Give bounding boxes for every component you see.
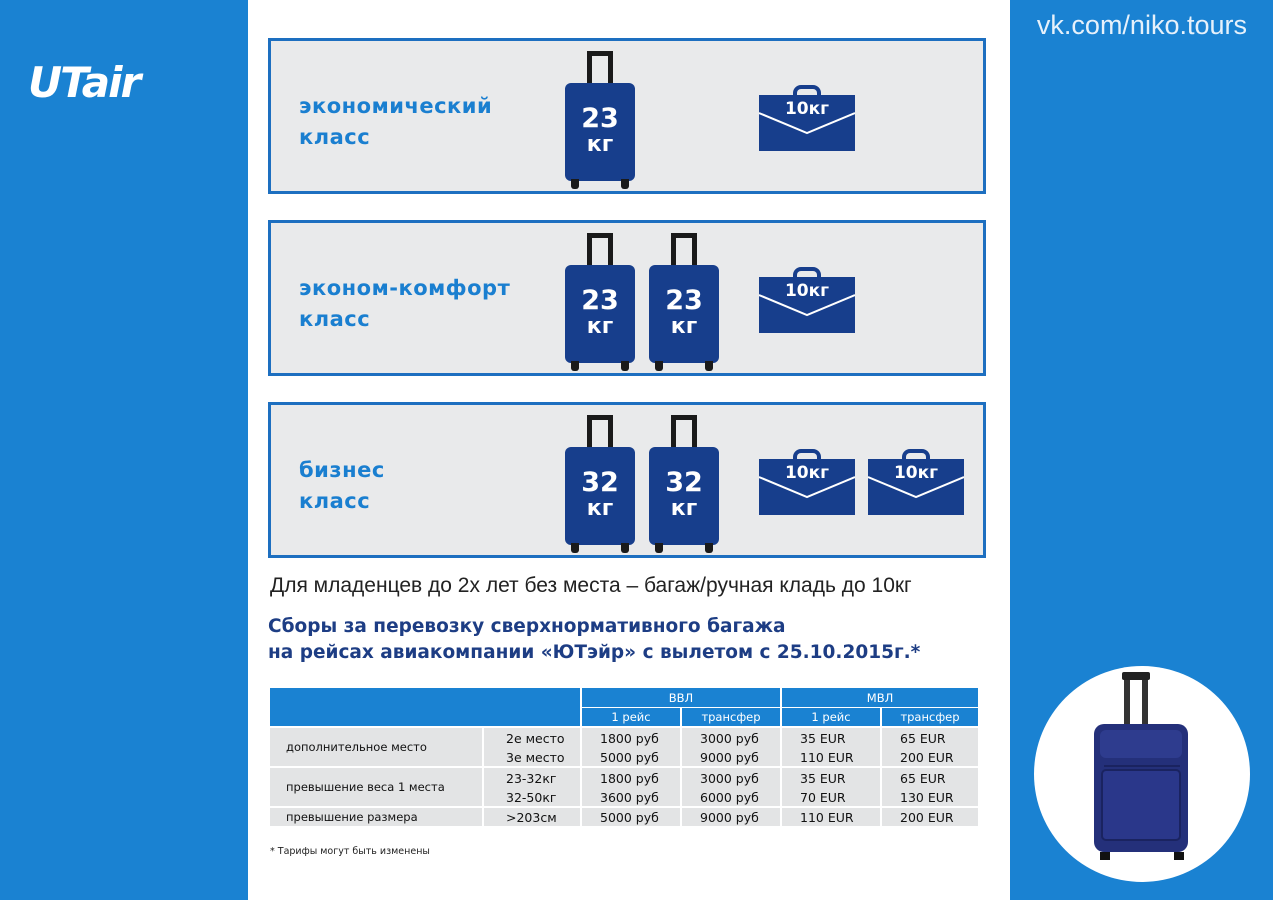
suitcase-icon <box>565 233 635 371</box>
cell-value: 110 EUR <box>782 808 882 828</box>
suitcase-icon <box>565 415 635 553</box>
col-header: трансфер <box>682 708 782 728</box>
briefcase-weight: 10кг <box>784 463 830 483</box>
col-header: трансфер <box>882 708 980 728</box>
trolley-suitcase-icon <box>1034 666 1250 882</box>
cell-value: 200 EUR <box>882 808 980 828</box>
fees-table <box>270 688 980 828</box>
suitcase-unit: кг <box>586 314 614 339</box>
suitcase-weight: 32 <box>665 467 703 498</box>
cell-value: 70 EUR <box>782 788 882 808</box>
suitcase-unit: кг <box>670 496 698 521</box>
cell-value: 35 EUR <box>782 728 882 748</box>
row-sub: 2е место <box>482 728 582 748</box>
suitcase-icon <box>565 51 635 189</box>
cell-value: 9000 руб <box>682 808 782 828</box>
cell-value: 110 EUR <box>782 748 882 768</box>
suitcase-weight: 23 <box>581 103 619 134</box>
cell-value: 3000 руб <box>682 768 782 788</box>
cell-value: 1800 руб <box>582 728 682 748</box>
cell-value: 1800 руб <box>582 768 682 788</box>
row-label: превышение размера <box>270 808 482 828</box>
class-name-line1: эконом-комфорт <box>299 276 511 300</box>
briefcase-weight: 10кг <box>893 463 939 483</box>
class-name-line2: класс <box>299 489 371 513</box>
site-link[interactable]: vk.com/niko.tours <box>1036 10 1247 40</box>
col-header: 1 рейс <box>782 708 882 728</box>
cell-value: 35 EUR <box>782 768 882 788</box>
cell-value: 3000 руб <box>682 728 782 748</box>
class-econom-comfort <box>268 220 986 376</box>
infant-note: Для младенцев до 2х лет без места – багаж/ручная кладь до 10кг <box>270 574 912 597</box>
row-sub: >203см <box>482 808 582 828</box>
group-mvl: МВЛ <box>782 688 980 708</box>
suitcase-unit: кг <box>670 314 698 339</box>
suitcase-unit: кг <box>586 132 614 157</box>
suitcase-weight: 32 <box>581 467 619 498</box>
left-panel <box>0 0 248 900</box>
briefcase-weight: 10кг <box>784 281 830 301</box>
class-name-line1: экономический <box>299 94 493 118</box>
col-header: 1 рейс <box>582 708 682 728</box>
fees-title <box>268 614 920 666</box>
footnote: * Тарифы могут быть изменены <box>270 846 430 857</box>
fees-title-line1: Сборы за перевозку сверхнормативного багажа <box>268 616 786 637</box>
class-name-line2: класс <box>299 125 371 149</box>
row-sub: 23-32кг <box>482 768 582 788</box>
briefcase-icon <box>759 449 855 515</box>
suitcase-weight: 23 <box>581 285 619 316</box>
class-name <box>299 273 510 335</box>
table-header-groups <box>270 688 980 708</box>
cell-value: 130 EUR <box>882 788 980 808</box>
row-sub: 3е место <box>482 748 582 768</box>
class-name <box>299 455 385 517</box>
main-panel <box>248 0 1010 900</box>
group-vvl: ВВЛ <box>582 688 782 708</box>
cell-value: 5000 руб <box>582 808 682 828</box>
cell-value: 65 EUR <box>882 768 980 788</box>
briefcase-icon <box>759 267 855 333</box>
class-name <box>299 91 492 153</box>
cell-value: 9000 руб <box>682 748 782 768</box>
briefcase-icon <box>868 449 964 515</box>
row-sub: 32-50кг <box>482 788 582 808</box>
table-row <box>270 768 980 788</box>
briefcase-weight: 10кг <box>784 99 830 119</box>
table-row <box>270 808 980 828</box>
suitcase-weight: 23 <box>665 285 703 316</box>
utair-logo <box>28 58 198 106</box>
class-name-line2: класс <box>299 307 371 331</box>
fees-title-line2: на рейсах авиакомпании «ЮТэйр» с вылетом с 25.10.2015г.* <box>268 642 921 663</box>
suitcase-unit: кг <box>586 496 614 521</box>
class-business <box>268 402 986 558</box>
logo-text: UTair <box>28 58 140 107</box>
table-row <box>270 728 980 748</box>
cell-value: 3600 руб <box>582 788 682 808</box>
class-economy <box>268 38 986 194</box>
briefcase-icon <box>759 85 855 151</box>
suitcase-icon <box>649 233 719 371</box>
row-label: дополнительное место <box>270 728 482 768</box>
row-label: превышение веса 1 места <box>270 768 482 808</box>
cell-value: 5000 руб <box>582 748 682 768</box>
class-name-line1: бизнес <box>299 458 385 482</box>
suitcase-photo <box>1034 666 1250 882</box>
cell-value: 65 EUR <box>882 728 980 748</box>
cell-value: 200 EUR <box>882 748 980 768</box>
suitcase-icon <box>649 415 719 553</box>
cell-value: 6000 руб <box>682 788 782 808</box>
